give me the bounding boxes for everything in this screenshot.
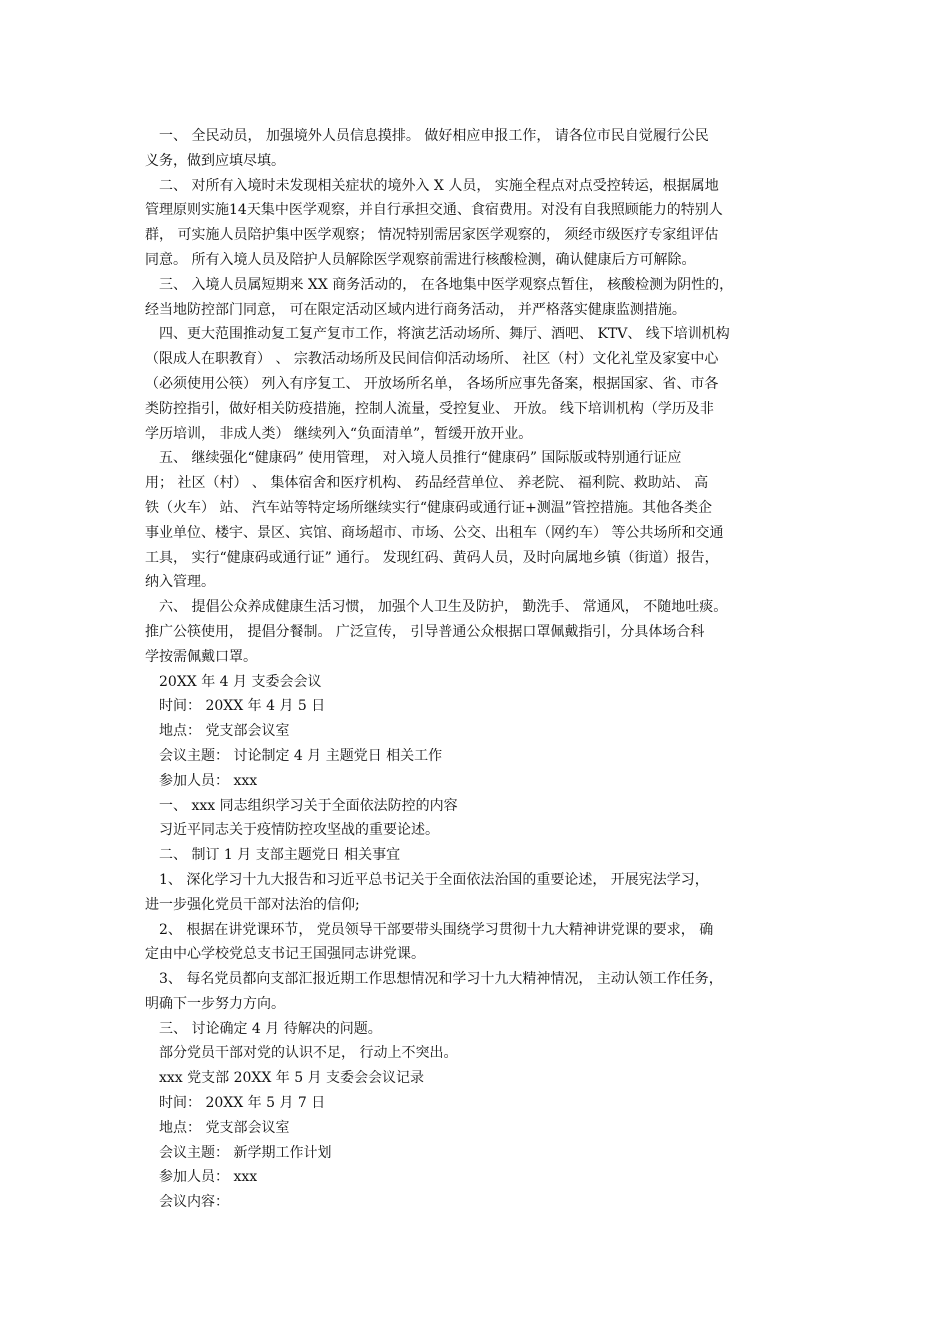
text-line: 管理原则实施14天集中医学观察，并自行承担交通、食宿费用。对没有自我照顾能力的特别人 [145,202,723,219]
text-line: 二、 对所有入境时未发现相关症状的境外入 X 人员， 实施全程点对点受控转运，根据属地 [145,177,719,194]
text-line: 群， 可实施人员陪护集中医学观察； 情况特别需居家医学观察的， 须经市级医疗专家组评估 [145,227,719,244]
text-line: 进一步强化党员干部对法治的信仰; [145,896,360,913]
text-line: 三、 入境人员属短期来 XX 商务活动的， 在各地集中医学观察点暂住， 核酸检测为阴性的， [145,276,734,293]
text-line: （必须使用公筷） 列入有序复工、 开放场所名单， 各场所应事先备案，根据国家、省、市各 [145,375,719,392]
text-line: 经当地防控部门同意， 可在限定活动区域内进行商务活动， 并严格落实健康监测措施。 [145,301,686,318]
text-line: 推广公筷使用， 提倡分餐制。 广泛宣传， 引导普通公众根据口罩佩戴指引，分具体场合科 [145,623,705,640]
text-line: xxx 党支部 20XX 年 5 月 支委会会议记录 [145,1070,425,1087]
document-body [145,124,825,1215]
text-line: 工具， 实行“健康码或通行证” 通行。 发现红码、黄码人员，及时向属地乡镇（街道）报告， [145,549,719,566]
text-line: 同意。 所有入境人员及陪护人员解除医学观察前需进行核酸检测，确认健康后方可解除。 [145,251,696,268]
text-line: 部分党员干部对党的认识不足， 行动上不突出。 [145,1045,458,1062]
text-line: 事业单位、楼宇、景区、宾馆、商场超市、市场、公交、出租车（网约车） 等公共场所和交通 [145,524,724,541]
text-line: 五、 继续强化“健康码” 使用管理， 对入境人员推行“健康码” 国际版或特别通行证应 [145,450,682,467]
text-line: 纳入管理。 [145,574,215,591]
text-line: 类防控指引，做好相关防疫措施，控制人流量，受控复业、 开放。 线下培训机构（学历及非 [145,400,714,417]
text-line: 用； 社区（村） 、 集体宿舍和医疗机构、 药品经营单位、 养老院、 福利院、救助站、 高 [145,475,709,492]
text-line: 二、 制订 1 月 支部主题党日 相关事宜 [145,847,401,864]
text-line: 2、 根据在讲党课环节， 党员领导干部要带头围绕学习贯彻十九大精神讲党课的要求， 确 [145,921,714,938]
text-line: 四、更大范围推动复工复产复市工作，将演艺活动场所、舞厅、酒吧、 KTV、 线下培训机构 [145,326,730,343]
text-line: 学按需佩戴口罩。 [145,648,257,665]
text-line: 地点： 党支部会议室 [145,723,290,740]
text-line: 会议主题： 新学期工作计划 [145,1144,332,1161]
text-line: 定由中心学校党总支书记王国强同志讲党课。 [145,946,425,963]
text-line: 会议主题： 讨论制定 4 月 主题党日 相关工作 [145,747,443,764]
text-line: 一、 全民动员， 加强境外人员信息摸排。 做好相应申报工作， 请各位市民自觉履行公民 [145,128,709,144]
text-line: 习近平同志关于疫情防控攻坚战的重要论述。 [145,822,439,839]
text-line: 会议内容： [145,1194,229,1211]
text-line: 参加人员： xxx [145,1169,258,1186]
text-line: 3、 每名党员都向支部汇报近期工作思想情况和学习十九大精神情况， 主动认领工作任务， [145,971,723,988]
text-line: 时间： 20XX 年 5 月 7 日 [145,1095,326,1112]
text-line: （限成人在职教育） 、 宗教活动场所及民间信仰活动场所、 社区（村）文化礼堂及家宴中心 [145,351,719,368]
text-line: 一、 xxx 同志组织学习关于全面依法防控的内容 [145,797,458,814]
text-line: 时间： 20XX 年 4 月 5 日 [145,698,326,715]
text-line: 学历培训， 非成人类） 继续列入“负面清单”，暂缓开放开业。 [145,425,533,442]
text-line: 20XX 年 4 月 支委会会议 [145,673,322,690]
text-line: 1、 深化学习十九大报告和习近平总书记关于全面依法治国的重要论述， 开展宪法学习， [145,871,709,888]
text-line: 参加人员： xxx [145,772,258,789]
text-line: 义务，做到应填尽填。 [145,152,285,169]
text-line: 六、 提倡公众养成健康生活习惯， 加强个人卫生及防护， 勤洗手、 常通风， 不随地吐痰。 [145,599,728,616]
text-line: 地点： 党支部会议室 [145,1119,290,1136]
text-line: 铁（火车） 站、 汽车站等特定场所继续实行“健康码或通行证+测温”管控措施。其他各类企 [145,499,712,516]
text-line: 三、 讨论确定 4 月 待解决的问题。 [145,1020,382,1037]
text-line: 明确下一步努力方向。 [145,995,285,1012]
